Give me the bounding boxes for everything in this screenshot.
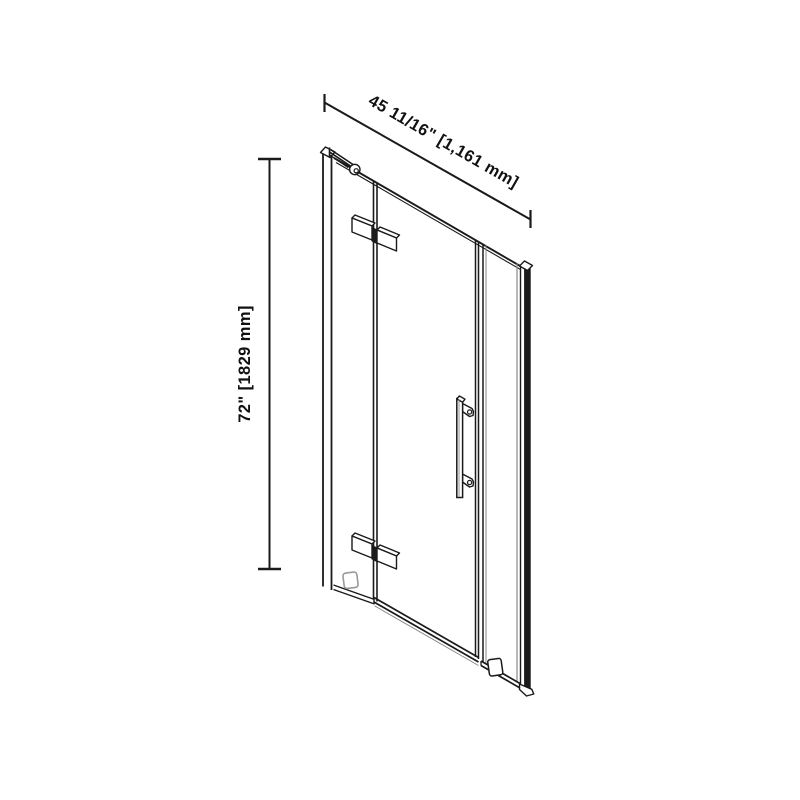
door-assembly [321, 147, 534, 696]
fixed-panel-bottom-bracket [487, 658, 503, 676]
door-bottom-rail [374, 598, 479, 658]
handle-bar [457, 399, 463, 498]
door-handle [457, 396, 474, 498]
door-right-edge-lines [476, 240, 487, 665]
width-dimension-label: 45 11/16" [1,161 mm] [365, 91, 522, 192]
top-pivot-bracket [330, 148, 360, 175]
width-dimension-line [325, 103, 531, 220]
width-dimension [325, 92, 531, 228]
height-dimension-label: 72" [1829 mm] [236, 305, 254, 423]
hinge-edge-lines [374, 181, 378, 602]
top-hinge [352, 215, 400, 251]
right-wall-profile [520, 261, 534, 696]
left-wall-profile [321, 147, 336, 590]
bottom-sweep-clip [343, 572, 359, 589]
height-dimension [236, 159, 281, 569]
bottom-hinge [352, 533, 400, 569]
